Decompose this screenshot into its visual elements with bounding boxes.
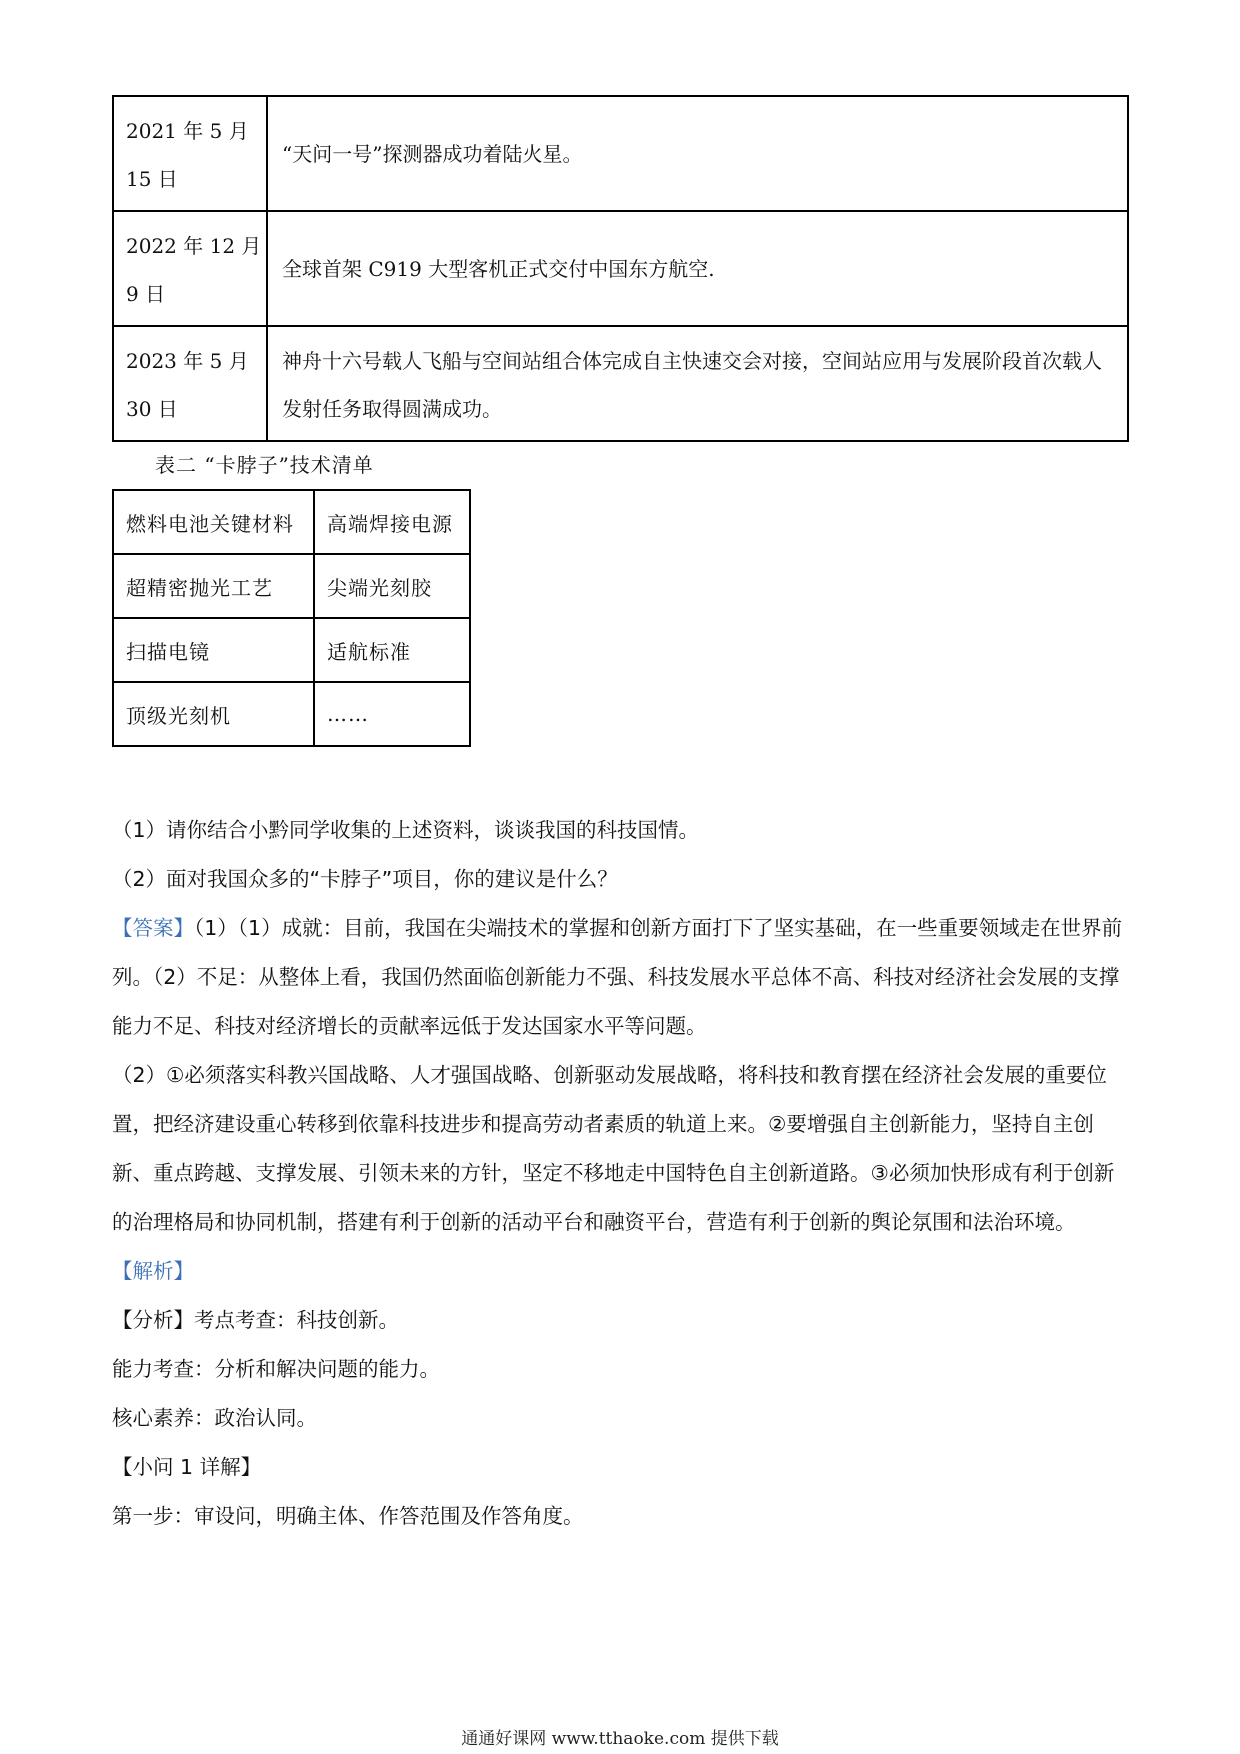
question-2: （2）面对我国众多的“卡脖子”项目，你的建议是什么？: [112, 867, 618, 891]
date-line: 30 日: [126, 397, 178, 421]
event-desc: 全球首架 C919 大型客机正式交付中国东方航空.: [267, 211, 1128, 326]
table-row: [113, 96, 1128, 211]
table-cell: ……: [314, 682, 470, 746]
answer-text-1: （1）（1）成就：目前，我国在尖端技术的掌握和创新方面打下了坚实基础，在一些重要领域走在世界前列。（2）不足：从整体上看，我国仍然面临创新能力不强、科技发展水平总体不高、科技对经济社会发展的支撑能力不足、科技对经济增长的贡献率远低于发达国家水平等问题。: [112, 916, 1123, 1038]
date-line: 15 日: [126, 167, 178, 191]
table-cell: 顶级光刻机: [113, 682, 314, 746]
question-1: （1）请你结合小黔同学收集的上述资料，谈谈我国的科技国情。: [112, 818, 700, 842]
table-row: [113, 554, 470, 618]
table-row: [113, 682, 470, 746]
date-line: 9 日: [126, 282, 166, 306]
date-line: 2021 年 5 月: [126, 119, 249, 143]
page-footer: 通通好课网 www.tthaoke.com 提供下载: [461, 1729, 779, 1749]
analysis-tag: 【解析】: [112, 1259, 194, 1283]
event-date: [113, 96, 267, 211]
date-line: 2022 年 12 月: [126, 234, 262, 258]
step-one: 第一步：审设问，明确主体、作答范围及作答角度。: [112, 1504, 584, 1528]
table-cell: 适航标准: [314, 618, 470, 682]
answer-part2: （2）①必须落实科教兴国战略、人才强国战略、创新驱动发展战略，将科技和教育摆在经济社会发展的重要位置，把经济建设重心转移到依靠科技进步和提高劳动者素质的轨道上来。②要增强自主创新能力，坚持自主创新、重点跨越、支撑发展、引领未来的方针，坚定不移地走中国特色自主创新道路。③必须加快形成有利于创新的治理格局和协同机制，搭建有利于创新的活动平台和融资平台，营造有利于创新的舆论氛围和法治环境。: [112, 1063, 1115, 1234]
analysis-ability: 能力考查：分析和解决问题的能力。: [112, 1357, 440, 1381]
event-date: [113, 211, 267, 326]
event-date: [113, 326, 267, 441]
table-caption: 表二 “卡脖子”技术清单: [155, 453, 374, 477]
table-cell: 高端焊接电源: [314, 490, 470, 554]
analysis-fenxi: 【分析】考点考查：科技创新。: [112, 1308, 399, 1332]
table-row: [113, 326, 1128, 441]
event-desc: 神舟十六号载人飞船与空间站组合体完成自主快速交会对接，空间站应用与发展阶段首次载人发射任务取得圆满成功。: [267, 326, 1128, 441]
table-cell: 扫描电镜: [113, 618, 314, 682]
analysis-core: 核心素养：政治认同。: [112, 1406, 317, 1430]
date-line: 2023 年 5 月: [126, 349, 249, 373]
events-table: [112, 95, 1129, 442]
answer-part1: [112, 904, 1132, 1051]
table-row: [113, 490, 470, 554]
table-cell: 尖端光刻胶: [314, 554, 470, 618]
answer-tag: 【答案】: [112, 916, 194, 940]
event-desc: “天问一号”探测器成功着陆火星。: [267, 96, 1128, 211]
question-block: [112, 806, 1132, 1541]
table-cell: 燃料电池关键材料: [113, 490, 314, 554]
table-row: [113, 618, 470, 682]
table-cell: 超精密抛光工艺: [113, 554, 314, 618]
tech-table: [112, 489, 471, 747]
table-row: [113, 211, 1128, 326]
sub-question-heading: 【小问 1 详解】: [112, 1455, 262, 1479]
